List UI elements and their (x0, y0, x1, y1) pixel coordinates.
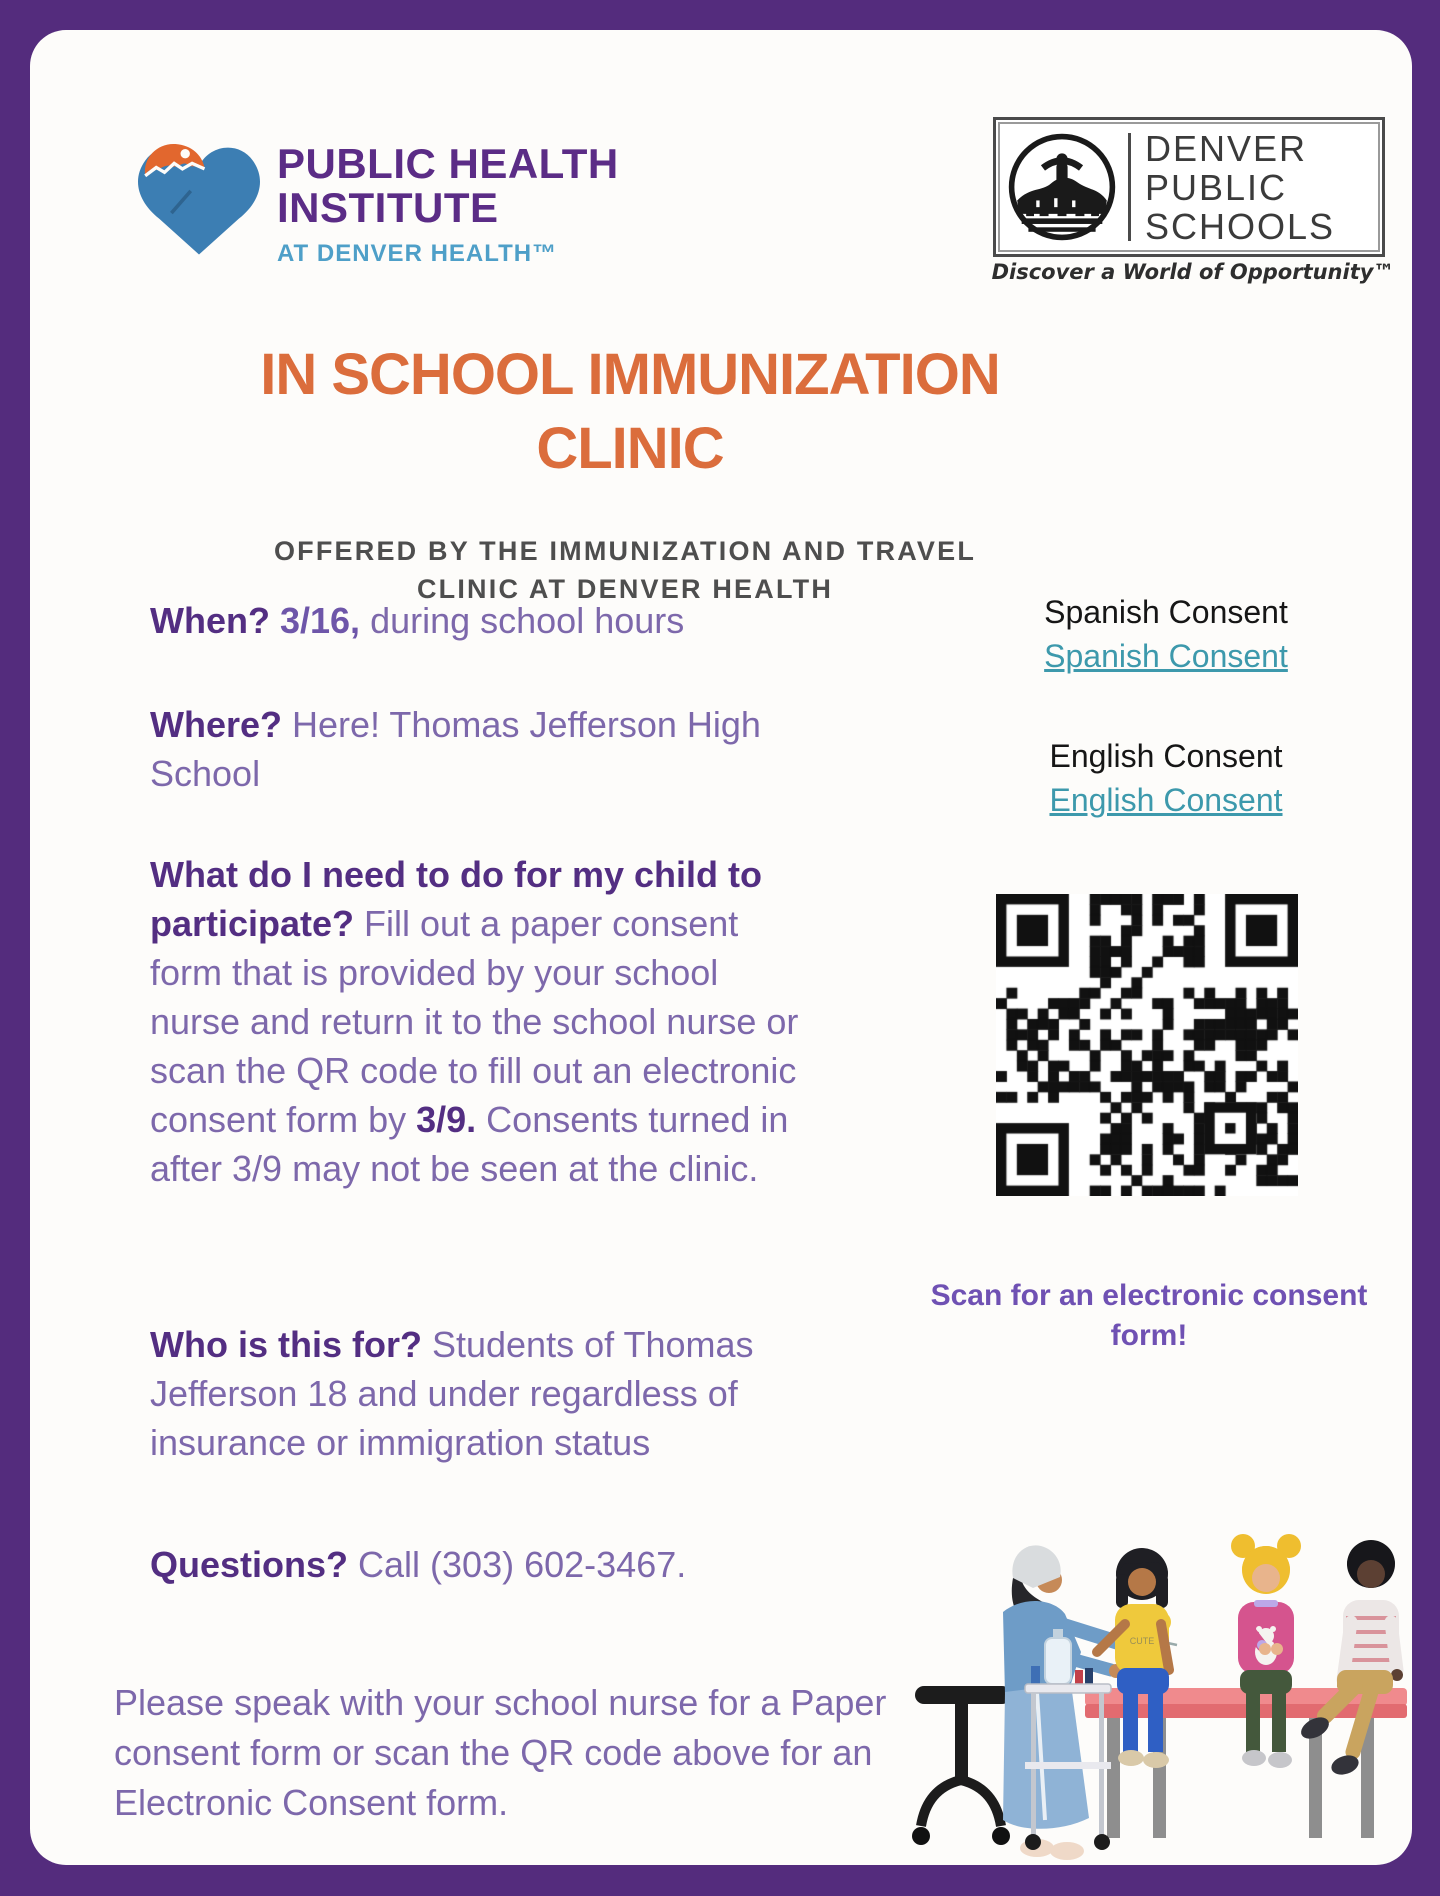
when-label: When? (150, 600, 270, 641)
english-consent-link[interactable]: English Consent (1049, 782, 1283, 818)
phi-logo-line2: INSTITUTE (277, 184, 499, 231)
phi-heart-logo-icon (130, 133, 268, 271)
qr-code (996, 894, 1298, 1196)
what-text1: Fill out a paper consent form that is provided by your school nurse and return it to the school nurse or scan the QR code to fill out an electronic consent form by (150, 903, 799, 1140)
questions-section (150, 1540, 810, 1589)
subtitle-line2: CLINIC AT DENVER HEALTH (416, 574, 834, 604)
qr-caption (910, 1276, 1388, 1356)
child-pink-sweater (1231, 1534, 1301, 1768)
dps-logo (993, 117, 1385, 257)
english-consent-label: English Consent (1049, 738, 1283, 774)
when-text: during school hours (360, 600, 685, 641)
dps-logo-text (1145, 129, 1335, 246)
what-text2: Consents turned in after 3/9 may not be seen at the clinic. (150, 1099, 789, 1189)
spanish-consent-label: Spanish Consent (1044, 594, 1288, 630)
when-date: 3/16, (269, 600, 361, 641)
where-label: Where? (150, 704, 283, 745)
shirt-text: CUTE (1129, 1636, 1155, 1646)
footer-note: Please speak with your school nurse for a Paper consent form or scan the QR code above for an Electronic Consent form. (114, 1682, 887, 1823)
page-title (150, 338, 1110, 486)
page-title-line1: IN SCHOOL IMMUNIZATION (260, 342, 1000, 407)
where-text: Here! Thomas Jefferson High School (150, 704, 761, 794)
dps-logo-divider (1128, 133, 1131, 241)
questions-label: Questions? (150, 1544, 349, 1585)
when-section (150, 596, 810, 645)
phi-logo-line3: AT DENVER HEALTH™ (277, 240, 558, 267)
what-label: What do I need to do for my child to participate? (150, 854, 762, 944)
dps-tagline: Discover a World of Opportunity™ (991, 260, 1395, 284)
page-title-line2: CLINIC (536, 416, 724, 481)
spanish-consent-link[interactable]: Spanish Consent (1044, 638, 1288, 674)
subtitle-line1: OFFERED BY THE IMMUNIZATION AND TRAVEL (273, 536, 977, 566)
who-section (150, 1320, 810, 1467)
qr-caption-line2: form! (1110, 1319, 1188, 1352)
stool (912, 1686, 1011, 1845)
questions-text: Call (303) 602-3467. (348, 1544, 687, 1585)
dps-emblem-icon (1006, 131, 1118, 243)
flyer-card (30, 30, 1412, 1865)
who-text: Students of Thomas Jefferson 18 and under regardless of insurance or immigration status (150, 1324, 754, 1463)
where-section (150, 700, 810, 798)
clinic-illustration (885, 1520, 1420, 1865)
dps-logo-line1: DENVER (1145, 127, 1308, 169)
dps-logo-line2: PUBLIC (1145, 166, 1288, 208)
phi-logo-text (277, 142, 619, 276)
what-section (150, 850, 810, 1193)
what-bold-date: 3/9. (416, 1099, 477, 1140)
qr-caption-line1: Scan for an electronic consent (930, 1279, 1368, 1312)
dps-logo-line3: SCHOOLS (1145, 205, 1336, 247)
phi-logo-line1: PUBLIC HEALTH (277, 140, 619, 187)
spanish-consent-block (990, 590, 1342, 678)
english-consent-block (990, 734, 1342, 822)
who-label: Who is this for? (150, 1324, 422, 1365)
